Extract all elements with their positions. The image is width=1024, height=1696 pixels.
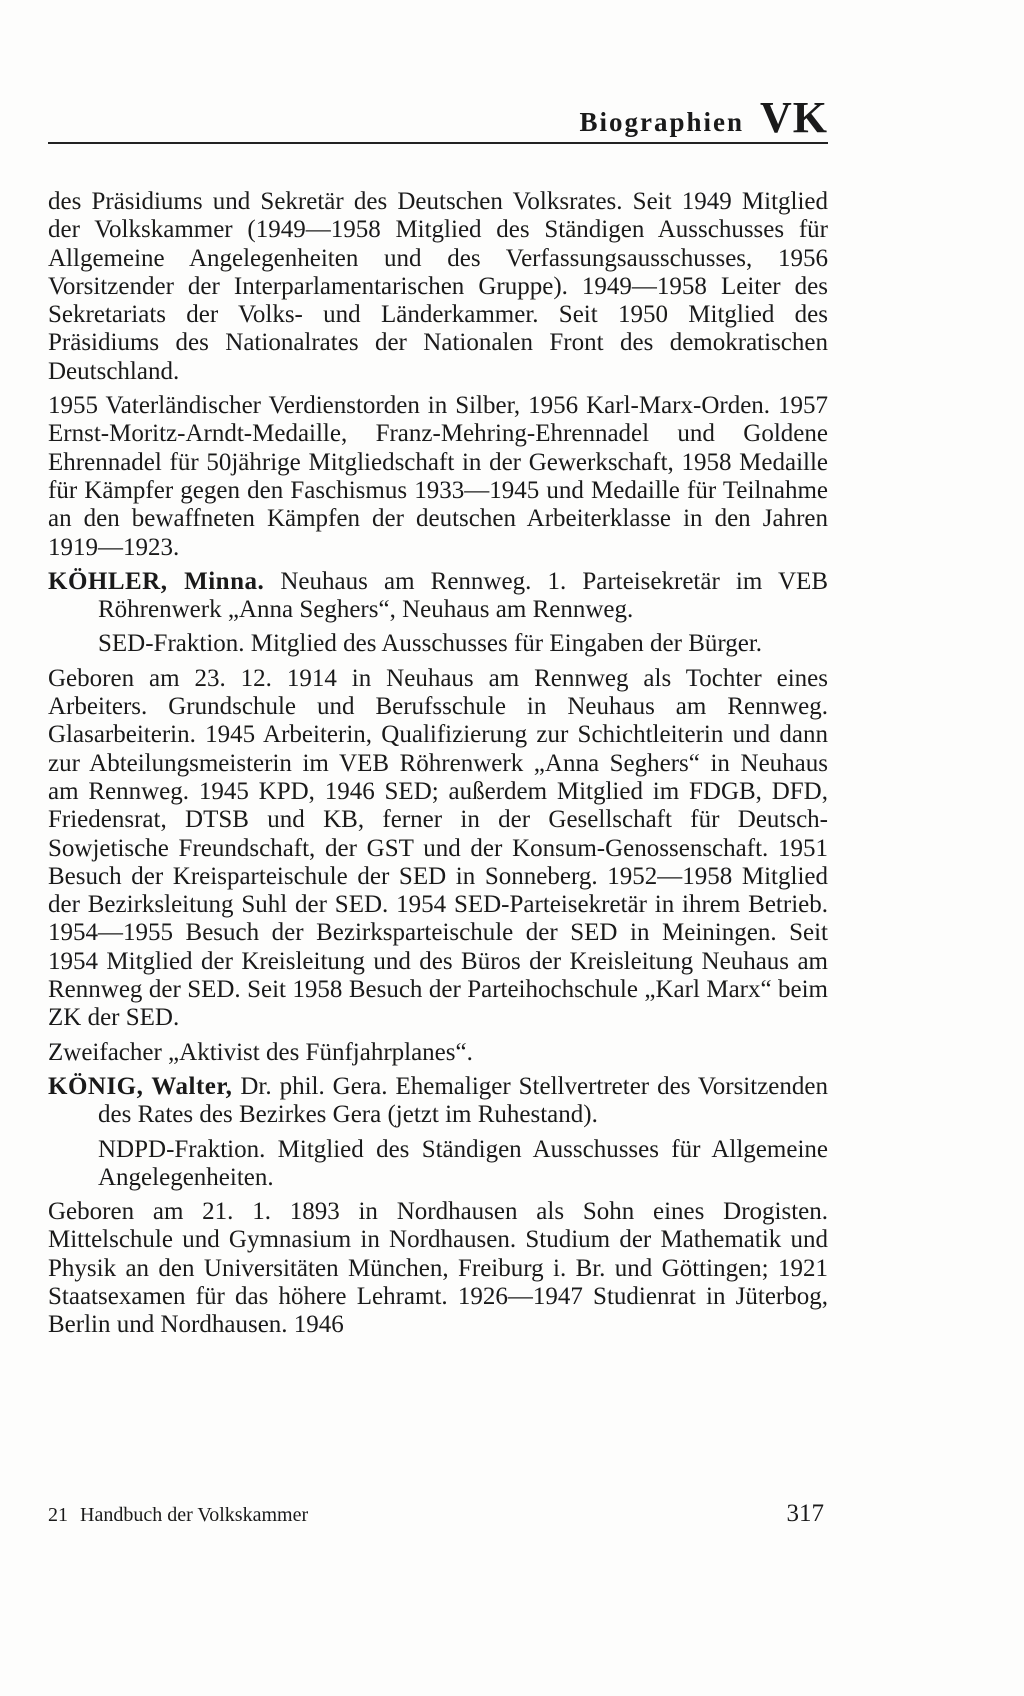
signature-mark: 21 (48, 1504, 68, 1526)
section-title: Biographien (579, 107, 744, 137)
entry-koehler-position: Neuhaus am Rennweg. 1. Parteisekretär im VEB Röhrenwerk „Anna Seghers“, Neuhaus am Rennweg. (98, 567, 828, 624)
paragraph-awards: 1955 Vaterländischer Verdienstorden in Silber, 1956 Karl-Marx-Orden. 1957 Ernst-Moritz-Arndt-Medaille, Franz-Mehring-Ehrennadel und Goldene Ehrennadel für 50jährige Mitgliedschaft in der Gewerkschaft, 1958 Medaille für Kämpfer gegen den Faschismus 1933—1945 und Medaille für Teilnahme an den bewaffneten Kämpfen der deutschen Arbeiterklasse in den Jahren 1919—1923. (48, 392, 828, 561)
paragraph-continued: des Präsidiums und Sekretär des Deutschen Volksrates. Seit 1949 Mitglied der Volkskammer (1949—1958 Mitglied des Ständigen Ausschusses für Allgemeine Angelegenheiten und des Verfassungsausschusses, 1956 Vorsitzender der Interparlamentarischen Gruppe). 1949—1958 Leiter des Sekretariats der Volks- und Länderkammer. Seit 1950 Mitglied des Präsidiums des Nationalrates der Nationalen Front des demokratischen Deutschland. (48, 188, 828, 385)
entry-koenig-name: KÖNIG, Walter, (48, 1072, 233, 1100)
entry-koenig-faction: NDPD-Fraktion. Mitglied des Ständigen Ausschusses für Allgemeine Angelegenheiten. (98, 1135, 828, 1191)
section-code: VK (760, 92, 828, 142)
page-body (48, 188, 828, 1346)
entry-koenig-heading (48, 1073, 828, 1130)
footer-book-info (48, 1504, 308, 1527)
page-footer (48, 1500, 828, 1528)
entry-koenig-biography: Geboren am 21. 1. 1893 in Nordhausen als Sohn eines Drogisten. Mittelschule und Gymnasium in Nordhausen. Studium der Mathematik und Physik an den Universitäten München, Freiburg i. Br. und Göttingen; 1921 Staatsexamen für das höhere Lehramt. 1926—1947 Studienrat in Jüterbog, Berlin und Nordhausen. 1946 (48, 1198, 828, 1339)
entry-koenig-position: Dr. phil. Gera. Ehemaliger Stellvertreter des Vorsitzenden des Rates des Bezirkes Gera (jetzt im Ruhestand). (98, 1072, 828, 1129)
entry-koehler-award: Zweifacher „Aktivist des Fünfjahrplanes“. (48, 1038, 473, 1066)
entry-koehler-heading (48, 568, 828, 625)
running-head (48, 92, 828, 144)
entry-koehler-faction: SED-Fraktion. Mitglied des Ausschusses für Eingaben der Bürger. (98, 630, 763, 658)
page-number: 317 (786, 1500, 824, 1527)
book-title: Handbuch der Volkskammer (80, 1504, 309, 1526)
entry-koehler-biography: Geboren am 23. 12. 1914 in Neuhaus am Rennweg als Tochter eines Arbeiters. Grundschule und Berufsschule in Neuhaus am Rennweg. Glasarbeiterin. 1945 Arbeiterin, Qualifizierung zur Schichtleiterin und dann zur Abteilungsmeisterin im VEB Röhrenwerk „Anna Seghers“ in Neuhaus am Rennweg. 1945 KPD, 1946 SED; außerdem Mitglied im FDGB, DFD, Friedensrat, DTSB und KB, ferner in der Gesellschaft für Deutsch-Sowjetische Freundschaft, der GST und der Konsum-Genossenschaft. 1951 Besuch der Kreisparteischule der SED in Sonneberg. 1952—1958 Mitglied der Bezirksleitung Suhl der SED. 1954 SED-Parteisekretär in ihrem Betrieb. 1954—1955 Besuch der Bezirksparteischule der SED in Meiningen. Seit 1954 Mitglied der Kreisleitung und des Büros der Kreisleitung Neuhaus am Rennweg der SED. Seit 1958 Besuch der Parteihochschule „Karl Marx“ beim ZK der SED. (48, 664, 828, 1032)
entry-koehler-name: KÖHLER, Minna. (48, 567, 265, 595)
